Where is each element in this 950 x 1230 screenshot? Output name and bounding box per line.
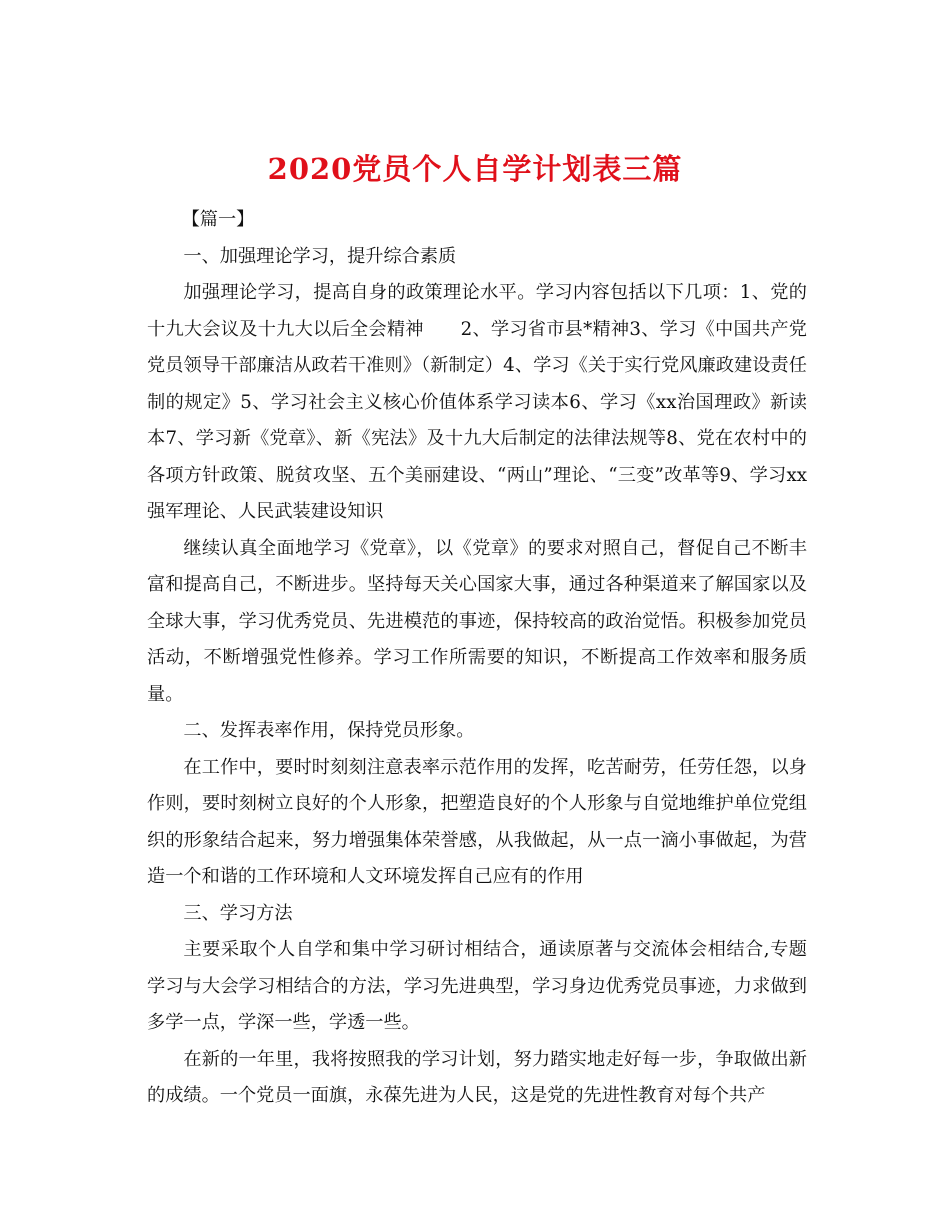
paragraph-4: 主要采取个人自学和集中学习研讨相结合，通读原著与交流体会相结合,专题学习与大会学习相结合的方法，学习先进典型，学习身边优秀党员事迹，力求做到多学一点，学深一些，学透一些。	[147, 939, 807, 1033]
document-body	[147, 202, 807, 1115]
paragraph-1: 加强理论学习，提高自身的政策理论水平。学习内容包括以下几项：1、党的十九大会议及十九大以后全会精神 2、学习省市县*精神3、学习《中国共产党党员领导干部廉洁从政若干准则》（新制定）4、学习《关于实行党风廉政建设责任制的规定》5、学习社会主义核心价值体系学习读本6、学习《xx治国理政》新读本7、学习新《党章》、新《宪法》及十九大后制定的法律法规等8、党在农村中的各项方针政策、脱贫攻坚、五个美丽建设、“两山”理论、“三变”改革等9、学习xx强军理论、人民武装建设知识	[147, 282, 807, 522]
section-label: 【篇一】	[181, 209, 255, 230]
document-title: 2020党员个人自学计划表三篇	[267, 152, 683, 187]
paragraph-5: 在新的一年里，我将按照我的学习计划，努力踏实地走好每一步，争取做出新的成绩。一个党员一面旗，永葆先进为人民，这是党的先进性教育对每个共产	[147, 1048, 807, 1106]
section-heading-1: 一、加强理论学习，提升综合素质	[183, 245, 457, 267]
paragraph-2: 继续认真全面地学习《党章》，以《党章》的要求对照自己，督促自己不断丰富和提高自己，不断进步。坚持每天关心国家大事，通过各种渠道来了解国家以及全球大事，学习优秀党员、先进模范的事迹，保持较高的政治觉悟。积极参加党员活动，不断增强党性修养。学习工作所需要的知识，不断提高工作效率和服务质量。	[147, 537, 807, 705]
section-heading-3: 三、学习方法	[183, 902, 293, 924]
paragraph-3: 在工作中，要时时刻刻注意表率示范作用的发挥，吃苦耐劳，任劳任怨，以身作则，要时刻树立良好的个人形象，把塑造良好的个人形象与自觉地维护单位党组织的形象结合起来，努力增强集体荣誉感，从我做起，从一点一滴小事做起，为营造一个和谐的工作环境和人文环境发挥自己应有的作用	[147, 756, 807, 887]
section-heading-2: 二、发挥表率作用，保持党员形象。	[183, 720, 475, 741]
